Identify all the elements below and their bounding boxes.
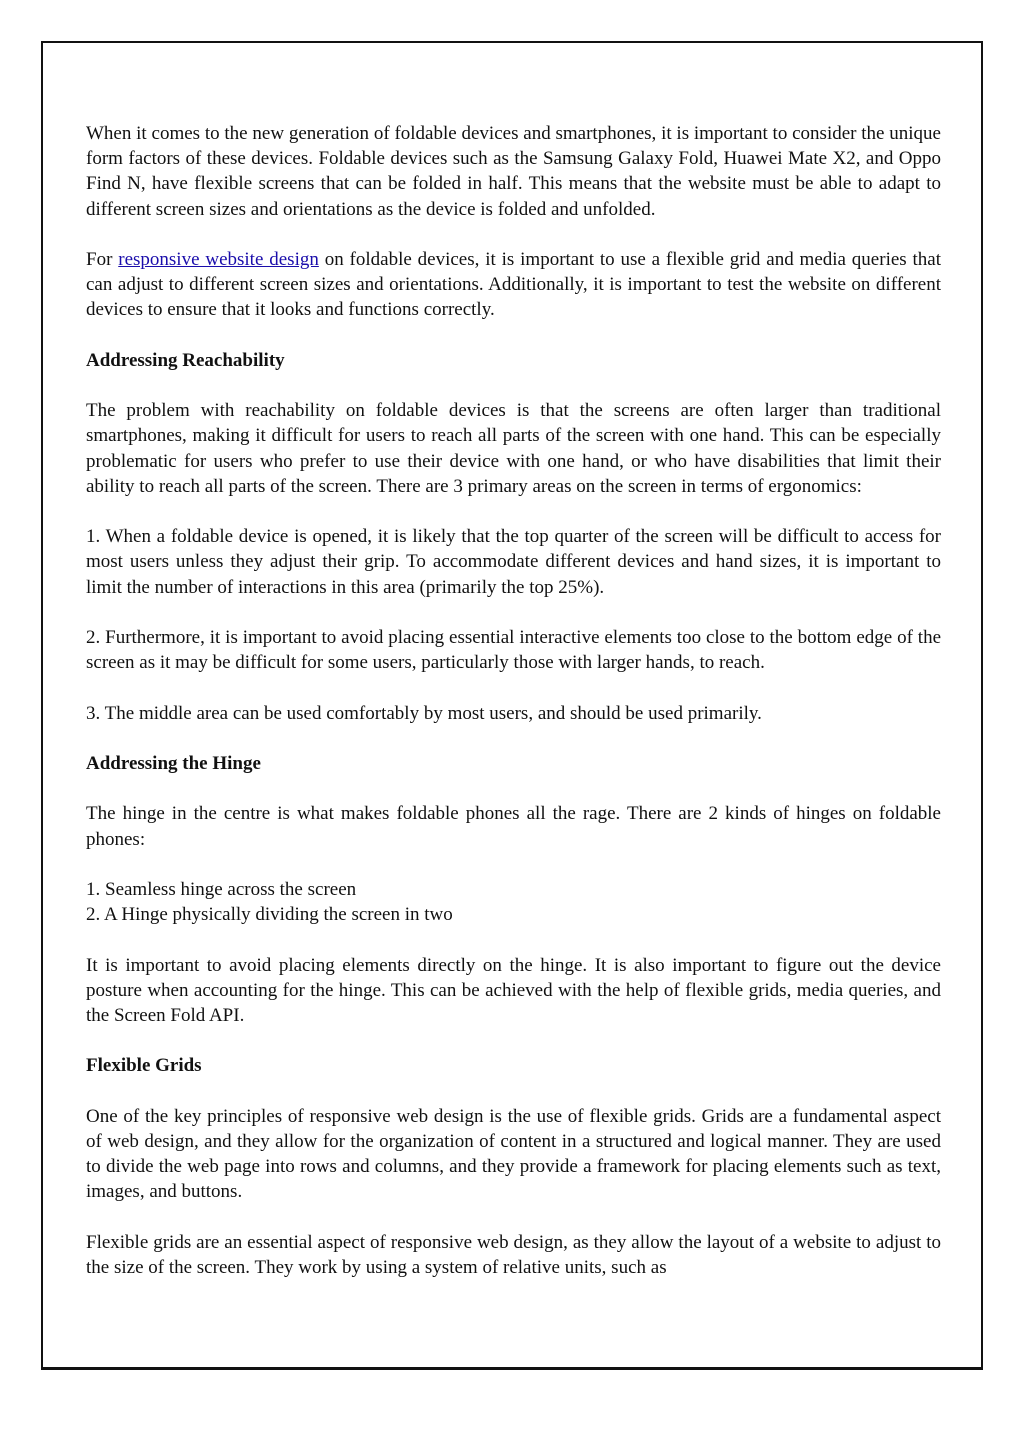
page-frame: [41, 41, 983, 1370]
grids-paragraph-1: One of the key principles of responsive web design is the use of flexible grids. Grids are a fundamental aspect of web design, and they allow for the organization of content in a structured and logical manner. They are used to divide the web page into rows and columns, and they provide a framework for placing elements such as text, images, and buttons.: [86, 1105, 941, 1203]
reachability-point-2: 2. Furthermore, it is important to avoid placing essential interactive elements too close to the bottom edge of the screen as it may be difficult for some users, particularly those with larger hands, to reach.: [86, 626, 941, 674]
hinge-list-item-1: 1. Seamless hinge across the screen: [86, 878, 357, 900]
document-body: [86, 121, 941, 1305]
intro-paragraph: When it comes to the new generation of foldable devices and smartphones, it is important to consider the unique form factors of these devices. Foldable devices such as the Samsung Galaxy Fold, Huawei Mate X2, and Oppo Find N, have flexible screens that can be folded in half. This means that the website must be able to adapt to different screen sizes and orientations as the device is folded and unfolded.: [86, 123, 941, 220]
grids-paragraph-2: Flexible grids are an essential aspect of responsive web design, as they allow the layout of a website to adjust to the size of the screen. They work by using a system of relative units, such as: [86, 1231, 941, 1278]
paragraph-text: For: [86, 249, 119, 270]
reachability-point-3: 3. The middle area can be used comfortably by most users, and should be used primarily.: [86, 702, 762, 724]
heading-flexible-grids: Flexible Grids: [86, 1055, 202, 1077]
reachability-point-1: 1. When a foldable device is opened, it is likely that the top quarter of the screen will be difficult to access for most users unless they adjust their grip. To accommodate different devices and hand sizes, it is important to limit the number of interactions in this area (primarily the top 25%).: [86, 526, 941, 598]
heading-hinge: Addressing the Hinge: [86, 752, 261, 774]
reachability-paragraph: The problem with reachability on foldable devices is that the screens are often larger than traditional smartphones, making it difficult for users to reach all parts of the screen with one hand. This can be especially problematic for users who prefer to use their device with one hand, or who have disabilities that limit their ability to reach all parts of the screen. There are 3 primary areas on the screen in terms of ergonomics:: [86, 400, 941, 497]
paragraph-text: on foldable devices, it is important to use a flexible grid and media queries that can adjust to different screen sizes and orientations. Additionally, it is important to test the website on different devices to ensure that it looks and functions correctly.: [86, 249, 942, 321]
hinge-list-item-2: 2. A Hinge physically dividing the screen in two: [86, 904, 453, 926]
hinge-advice-paragraph: It is important to avoid placing elements directly on the hinge. It is also important to figure out the device posture when accounting for the hinge. This can be achieved with the help of flexible grids, media queries, and the Screen Fold API.: [86, 954, 941, 1026]
heading-reachability: Addressing Reachability: [86, 349, 285, 371]
responsive-website-design-link[interactable]: responsive website design: [118, 249, 319, 270]
hinge-paragraph: The hinge in the centre is what makes foldable phones all the rage. There are 2 kinds of hinges on foldable phones:: [86, 803, 941, 850]
responsive-design-paragraph: [86, 247, 941, 323]
